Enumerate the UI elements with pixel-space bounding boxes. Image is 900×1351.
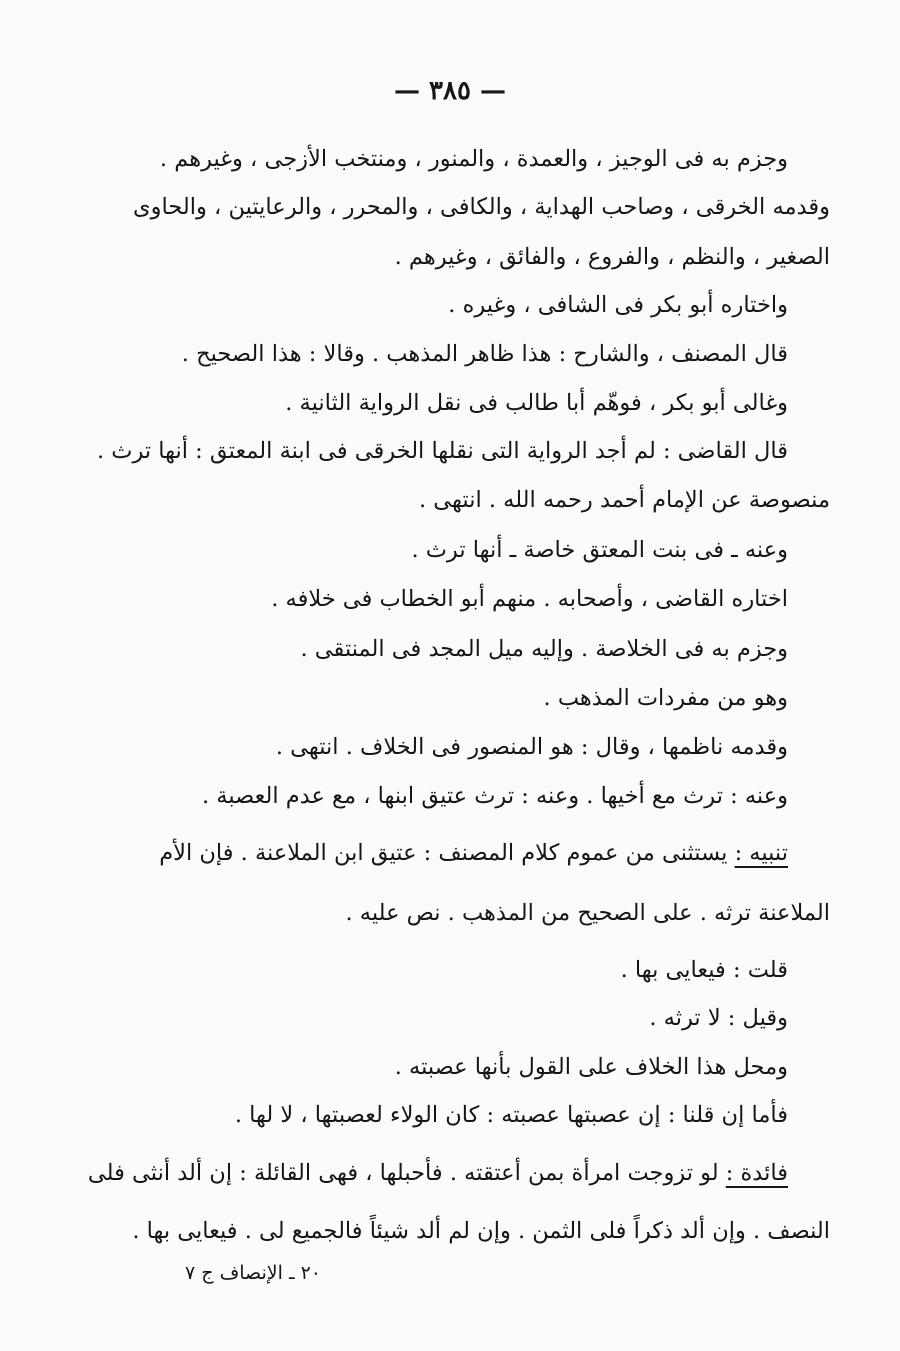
text-line: ومحل هذا الخلاف على القول بأنها عصبته . bbox=[394, 1054, 788, 1080]
text-line: النصف . وإن ألد ذكراً فلى الثمن . وإن لم ألد شيئاً فالجميع لى . فيعايى بها . bbox=[132, 1218, 830, 1244]
text-line: لو تزوجت امرأة بمن أعتقته . فأحبلها ، فهى القائلة : إن ألد أنثى فلى bbox=[87, 1160, 719, 1186]
text-line: وغالى أبو بكر ، فوهّم أبا طالب فى نقل الرواية الثانية . bbox=[285, 390, 788, 416]
footer-signature: ٢٠ ـ الإنصاف ج ٧ bbox=[185, 1262, 321, 1284]
page-number: — ٣٨٥ — bbox=[393, 76, 507, 106]
text-line: واختاره أبو بكر فى الشافى ، وغيره . bbox=[448, 292, 788, 318]
text-line: قلت : فيعايى بها . bbox=[620, 957, 788, 983]
text-line: قال القاضى : لم أجد الرواية التى نقلها الخرقى فى ابنة المعتق : أنها ترث . bbox=[96, 438, 788, 464]
text-line: الصغير ، والنظم ، والفروع ، والفائق ، وغيرهم . bbox=[394, 244, 830, 270]
text-line: وعنه ـ فى بنت المعتق خاصة ـ أنها ترث . bbox=[411, 537, 788, 563]
text-line: وجزم به فى الخلاصة . وإليه ميل المجد فى المنتقى . bbox=[300, 636, 788, 662]
text-line: وقيل : لا ترثه . bbox=[649, 1005, 788, 1031]
text-line: وهو من مفردات المذهب . bbox=[543, 685, 788, 711]
faida-label: فائدة : bbox=[725, 1160, 788, 1186]
text-line: منصوصة عن الإمام أحمد رحمه الله . انتهى . bbox=[418, 487, 830, 513]
tanbih-line bbox=[159, 840, 788, 867]
tanbih-label: تنبيه : bbox=[734, 840, 788, 866]
text-line: وجزم به فى الوجيز ، والعمدة ، والمنور ، ومنتخب الأزجى ، وغيرهم . bbox=[159, 146, 788, 172]
text-line: قال المصنف ، والشارح : هذا ظاهر المذهب . وقالا : هذا الصحيح . bbox=[181, 341, 788, 367]
text-line: وعنه : ترث مع أخيها . وعنه : ترث عتيق ابنها ، مع عدم العصبة . bbox=[201, 783, 788, 809]
text-line: وقدمه الخرقى ، وصاحب الهداية ، والكافى ، والمحرر ، والرعايتين ، والحاوى bbox=[133, 194, 830, 220]
text-line: الملاعنة ترثه . على الصحيح من المذهب . نص عليه . bbox=[345, 900, 830, 926]
text-line: اختاره القاضى ، وأصحابه . منهم أبو الخطاب فى خلافه . bbox=[271, 586, 788, 612]
faida-line bbox=[88, 1160, 788, 1187]
text-line: وقدمه ناظمها ، وقال : هو المنصور فى الخلاف . انتهى . bbox=[275, 734, 788, 760]
text-line: فأما إن قلنا : إن عصبتها عصبته : كان الولاء لعصبتها ، لا لها . bbox=[234, 1102, 788, 1128]
text-line: يستثنى من عموم كلام المصنف : عتيق ابن الملاعنة . فإن الأم bbox=[159, 840, 728, 866]
